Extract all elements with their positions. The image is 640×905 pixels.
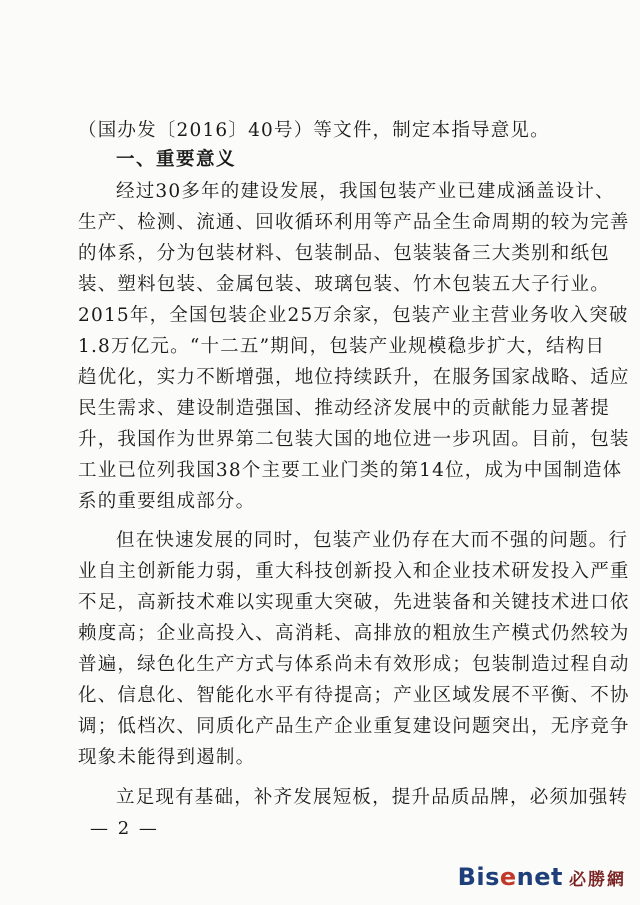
text-line-17: 普遍，绿色化生产方式与体系尚未有效形成；包装制造过程自动 [78, 654, 630, 675]
text-line-10: 升，我国作为世界第二包装大国的地位进一步巩固。目前，包装 [78, 429, 630, 450]
text-line-1: （国办发〔2016〕40号）等文件，制定本指导意见。 [78, 120, 550, 141]
section-heading: 一、重要意义 [116, 149, 237, 170]
text-line-11: 工业已位列我国38个主要工业门类的第14位，成为中国制造体 [78, 460, 623, 481]
text-line-9: 民生需求、建设制造强国、推动经济发展中的贡献能力显著提 [78, 398, 610, 419]
text-line-18: 化、信息化、智能化水平有待提高；产业区域发展不平衡、不协 [78, 685, 630, 706]
text-line-4: 的体系，分为包装材料、包装制品、包装装备三大类别和纸包 [78, 243, 610, 264]
text-line-21: 立足现有基础，补齐发展短板，提升品质品牌，必须加强转 [116, 787, 629, 808]
text-line-8: 趋优化，实力不断增强，地位持续跃升，在服务国家战略、适应 [78, 367, 630, 388]
text-line-5: 装、塑料包装、金属包装、玻璃包装、竹木包装五大子行业。 [78, 274, 610, 295]
watermark-en [458, 863, 563, 891]
text-line-14: 业自主创新能力弱，重大科技创新投入和企业技术研发投入严重 [78, 561, 630, 582]
watermark-cn: 必勝網 [569, 869, 626, 890]
watermark-en-part2: net [516, 863, 563, 891]
watermark-logo [458, 863, 626, 891]
text-line-3: 生产、检测、流通、回收循环利用等产品全生命周期的较为完善 [78, 212, 630, 233]
text-line-19: 调；低档次、同质化产品生产企业重复建设问题突出，无序竞争 [78, 716, 630, 737]
text-line-12: 系的重要组成部分。 [78, 491, 256, 512]
text-line-2: 经过30多年的建设发展，我国包装产业已建成涵盖设计、 [116, 181, 615, 202]
text-line-13: 但在快速发展的同时，包装产业仍存在大而不强的问题。行 [116, 530, 629, 551]
watermark-en-part1: Bis [457, 863, 500, 891]
watermark-e-icon: e [499, 863, 517, 891]
text-line-15: 不足，高新技术难以实现重大突破，先进装备和关键技术进口依 [78, 592, 630, 613]
text-line-6: 2015年，全国包装企业25万余家，包装产业主营业务收入突破 [78, 305, 629, 326]
text-line-7: 1.8万亿元。“十二五”期间，包装产业规模稳步扩大，结构日 [78, 336, 606, 357]
page-number: — 2 — [90, 818, 159, 839]
text-line-16: 赖度高；企业高投入、高消耗、高排放的粗放生产模式仍然较为 [78, 623, 630, 644]
text-line-20: 现象未能得到遏制。 [78, 747, 256, 768]
